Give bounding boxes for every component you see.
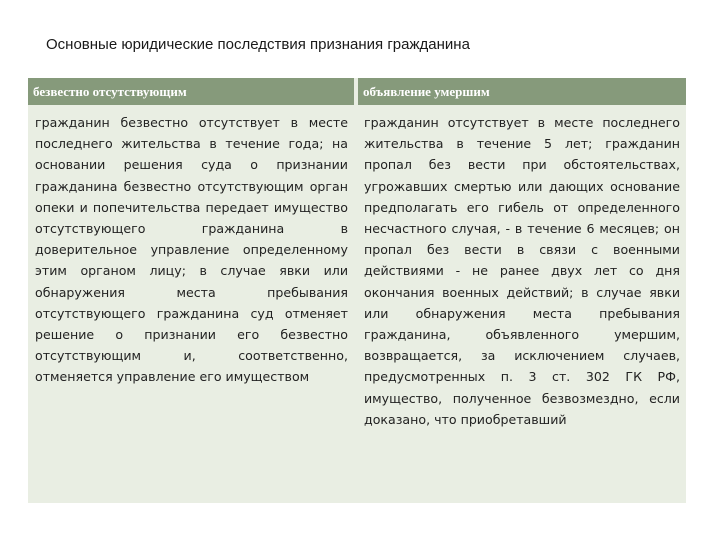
header-absent: безвестно отсутствующим [28,78,354,105]
header-declared-dead: объявление умершим [358,78,686,105]
cell-declared-dead-consequences: гражданин отсутствует в месте последнего жительства в течение 5 лет; гражданин пропал без вести при обстоятельствах, угрожавших смертью или дающих основание предполагать его гибель от определенного несчастного случая, - в течение 6 месяцев; он пропал без вести в связи с военными действиями - не ранее двух лет со дня окончания военных действий; в случае явки или обнаружения места пребывания гражданина, объявленного умершим, возвращается, за исключением случаев, предусмотренных п. 3 ст. 302 ГК РФ, имущество, полученное безвозмездно, если доказано, что приобретавший [364,115,680,427]
page-title: Основные юридические последствия признания гражданина [46,36,470,53]
cell-absent-consequences: гражданин безвестно отсутствует в месте последнего жительства в течение года; на основании решения суда о признании гражданина безвестно отсутствующим орган опеки и попечительства передает имущество отсутствующего гражданина в доверительное управление определенному этим органом лицу; в случае явки или обнаружения места пребывания отсутствующего гражданина суд отменяет решение о признании его безвестно отсутствующим и, соответственно, отменяется управление его имуществом [35,115,348,385]
comparison-table [28,78,686,503]
